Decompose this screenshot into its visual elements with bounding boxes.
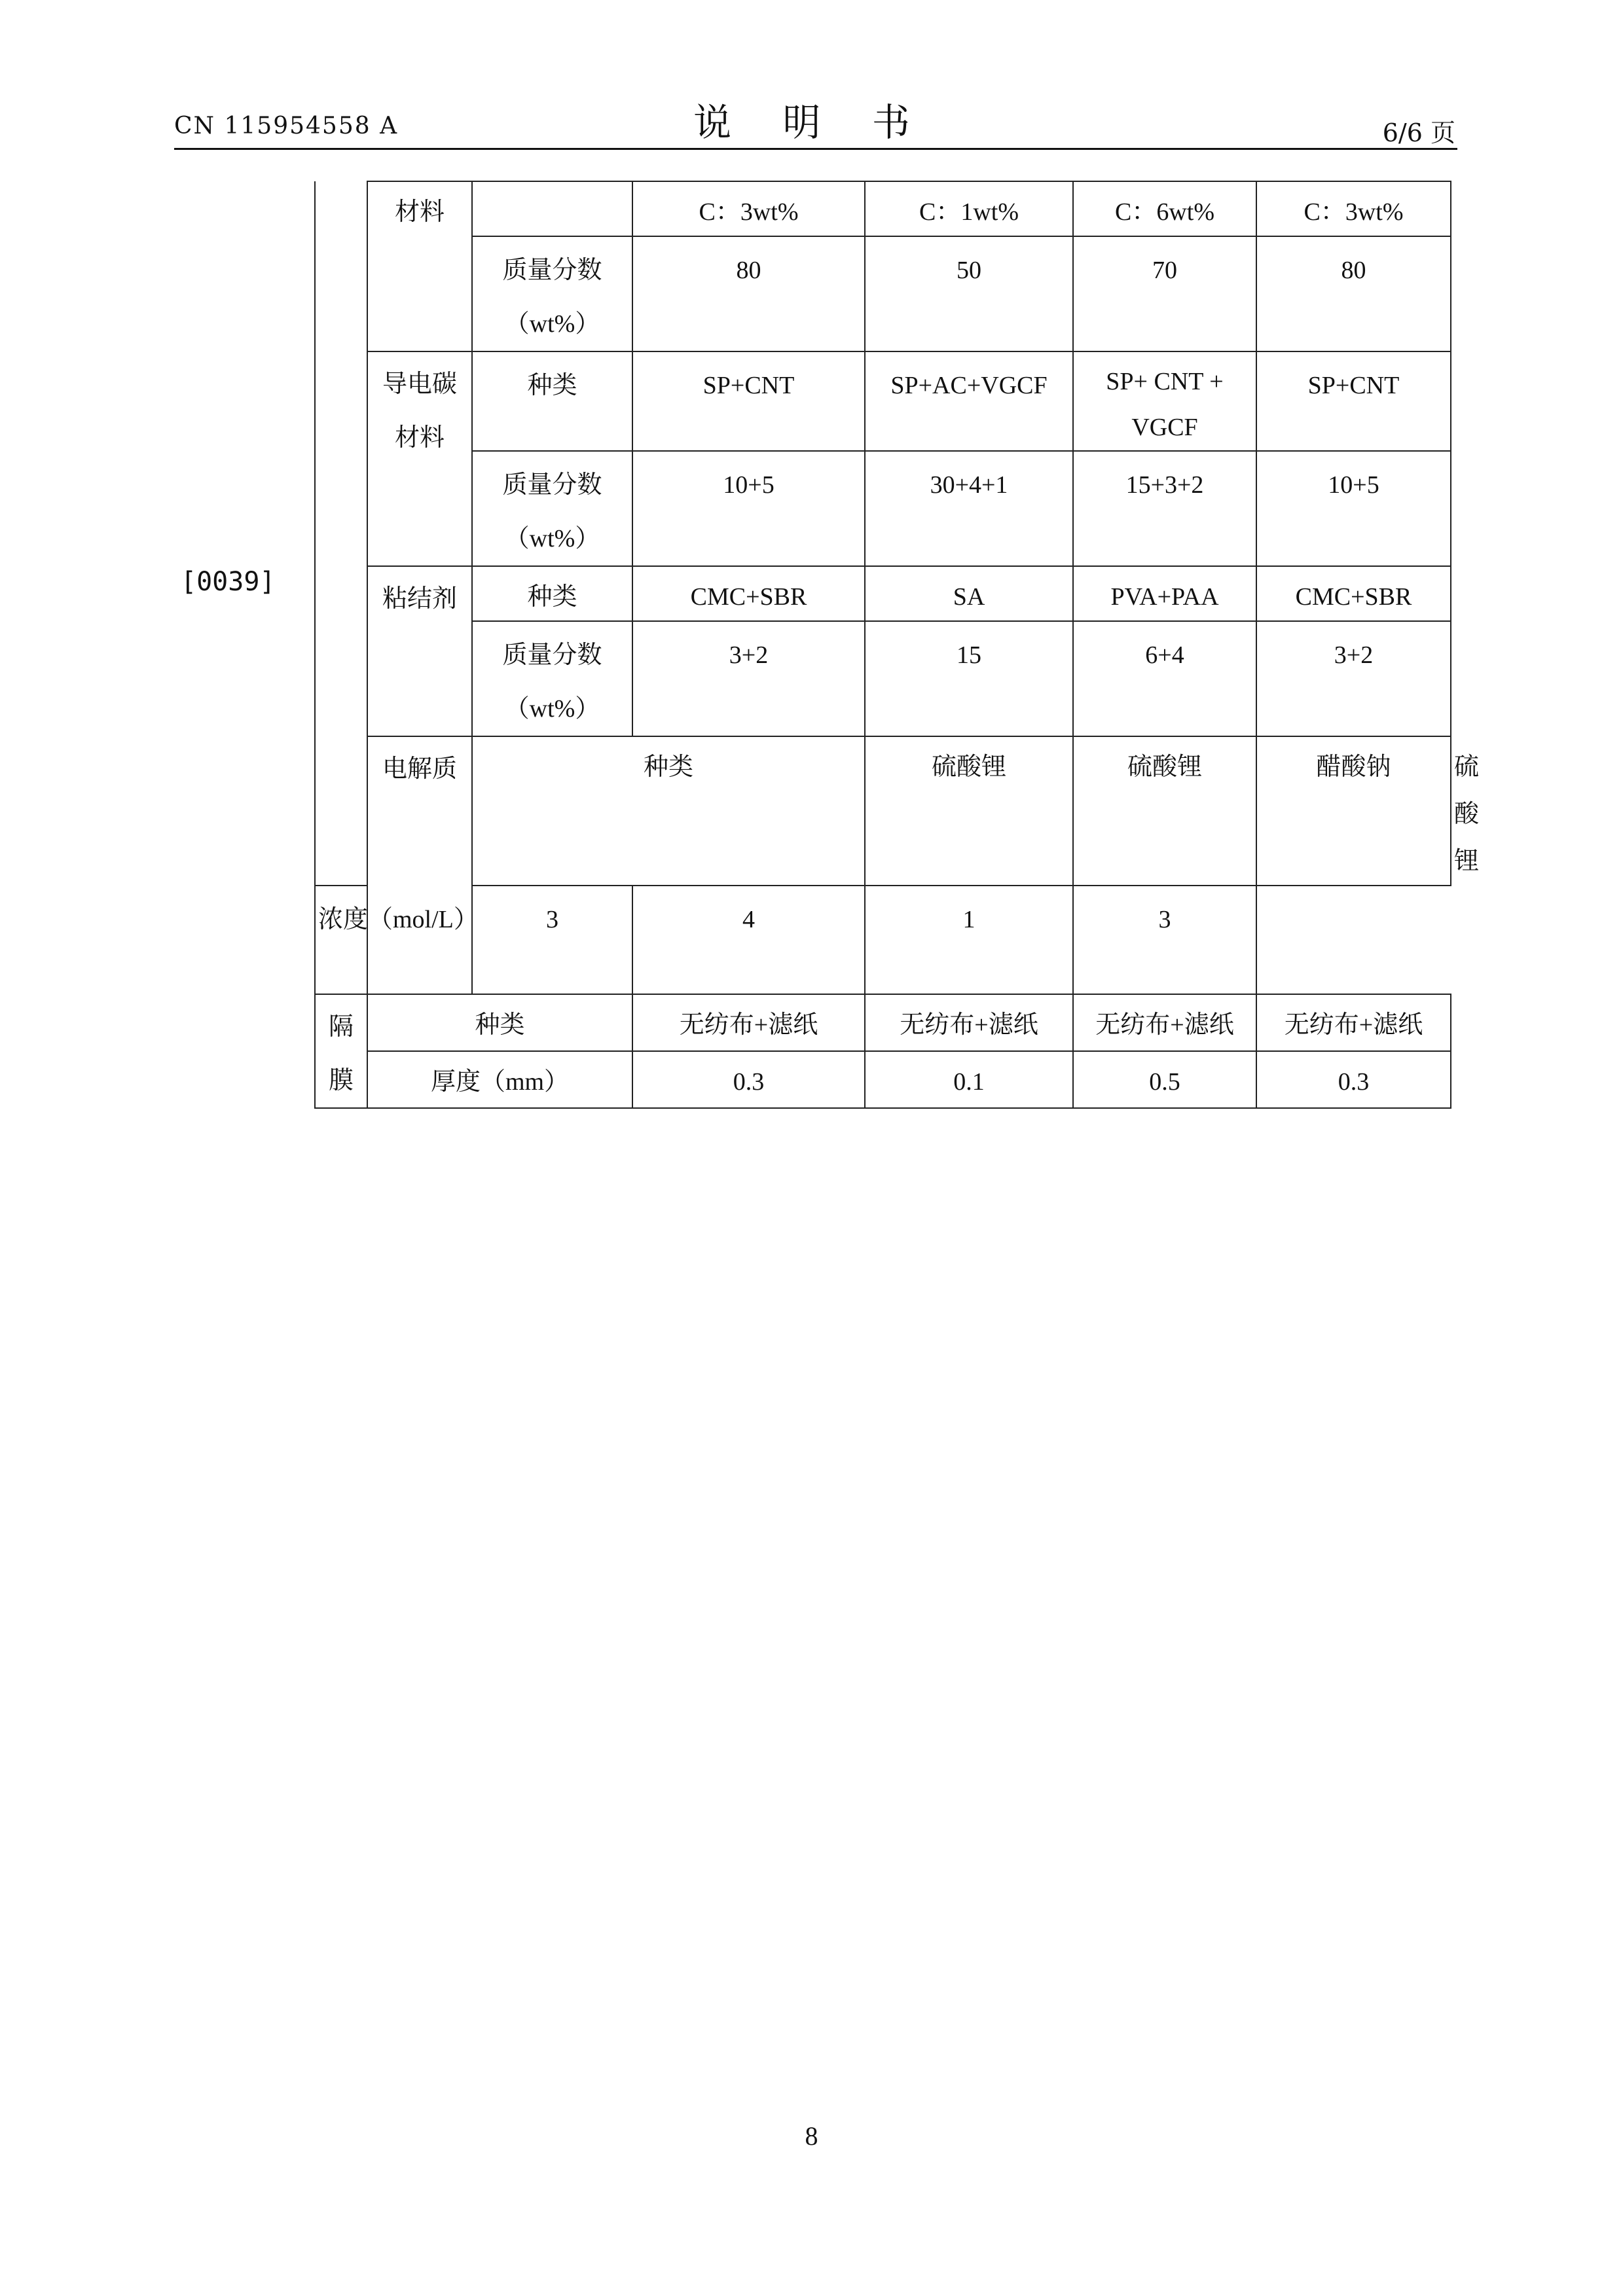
table-cell: 10+5: [632, 451, 865, 566]
spec-table: [314, 181, 1480, 1109]
row-label-mass: 质量分数（wt%）: [472, 236, 632, 351]
page-indicator: 6/6 页: [1382, 118, 1455, 147]
table-row: [315, 994, 1451, 1051]
page-title: 说 明 书: [693, 100, 930, 145]
group-label-electrolyte: 电解质: [367, 736, 472, 994]
table-cell: SP+ CNT + VGCF: [1073, 351, 1256, 451]
table-row: [315, 236, 1451, 351]
table-cell: 0.3: [632, 1051, 865, 1108]
table-cell: 醋酸钠: [1256, 736, 1451, 886]
table-row: [315, 351, 1451, 451]
table-row: [315, 1051, 1451, 1108]
table-cell: 15: [865, 621, 1073, 736]
table-cell: PVA+PAA: [1073, 566, 1256, 621]
table-cell: 0.1: [865, 1051, 1073, 1108]
row-label-type: 种类: [472, 351, 632, 451]
table-row: [315, 181, 1451, 236]
table-cell: 15+3+2: [1073, 451, 1256, 566]
table-cell: 50: [865, 236, 1073, 351]
table-cell: 无纺布+滤纸: [1073, 994, 1256, 1051]
table-cell: 3+2: [1256, 621, 1451, 736]
row-label-type: 种类: [367, 994, 632, 1051]
table-row: [315, 451, 1451, 566]
table-cell: 70: [1073, 236, 1256, 351]
table-cell: 80: [632, 236, 865, 351]
header-divider: [174, 148, 1457, 150]
group-label-binder: 粘结剂: [367, 566, 472, 736]
table-cell: 3: [472, 886, 632, 994]
table-cell: CMC+SBR: [1256, 566, 1451, 621]
table-cell: 无纺布+滤纸: [865, 994, 1073, 1051]
table-cell: 硫酸锂: [1073, 736, 1256, 886]
table-cell: SP+CNT: [1256, 351, 1451, 451]
table-cell: 4: [632, 886, 865, 994]
group-label-separator: 隔膜: [315, 994, 367, 1108]
table-row: [315, 886, 1451, 994]
table-cell: 1: [865, 886, 1073, 994]
table-cell: 无纺布+滤纸: [632, 994, 865, 1051]
row-label-type: 种类: [472, 566, 632, 621]
table-cell-blank: [315, 181, 367, 886]
row-label-mass: 质量分数（wt%）: [472, 451, 632, 566]
row-label-mass: 质量分数（wt%）: [472, 621, 632, 736]
table-cell: 无纺布+滤纸: [1256, 994, 1451, 1051]
table-cell: 6+4: [1073, 621, 1256, 736]
table-cell: 3+2: [632, 621, 865, 736]
row-label-thickness: 厚度（mm）: [367, 1051, 632, 1108]
table-cell-blank: [472, 181, 632, 236]
table-cell: C：3wt%: [1256, 181, 1451, 236]
table-row: 电解质 种类 硫酸锂 硫酸锂 醋酸钠 硫酸锂: [315, 736, 1451, 886]
group-label-conductive: 导电碳材料: [367, 351, 472, 566]
table-cell: SP+CNT: [632, 351, 865, 451]
table-cell: 10+5: [1256, 451, 1451, 566]
paragraph-label: [0039]: [181, 567, 276, 597]
table-cell: C：6wt%: [1073, 181, 1256, 236]
row-label-type: 种类: [472, 736, 865, 886]
table-row: [315, 566, 1451, 621]
table-cell: CMC+SBR: [632, 566, 865, 621]
table-cell: SP+AC+VGCF: [865, 351, 1073, 451]
row-label-concentration: 浓度（mol/L）: [315, 886, 472, 994]
table-cell: 硫酸锂: [865, 736, 1073, 886]
table-cell: SA: [865, 566, 1073, 621]
row-label-material: 材料: [367, 181, 472, 351]
table-cell: 0.5: [1073, 1051, 1256, 1108]
table-cell: 0.3: [1256, 1051, 1451, 1108]
table-row: [315, 621, 1451, 736]
document-number: CN 115954558 A: [174, 113, 399, 139]
table-cell: 3: [1073, 886, 1256, 994]
page-number: 8: [805, 2121, 818, 2151]
table-cell: C：1wt%: [865, 181, 1073, 236]
table-cell: C：3wt%: [632, 181, 865, 236]
table-cell: 30+4+1: [865, 451, 1073, 566]
table-cell: 80: [1256, 236, 1451, 351]
